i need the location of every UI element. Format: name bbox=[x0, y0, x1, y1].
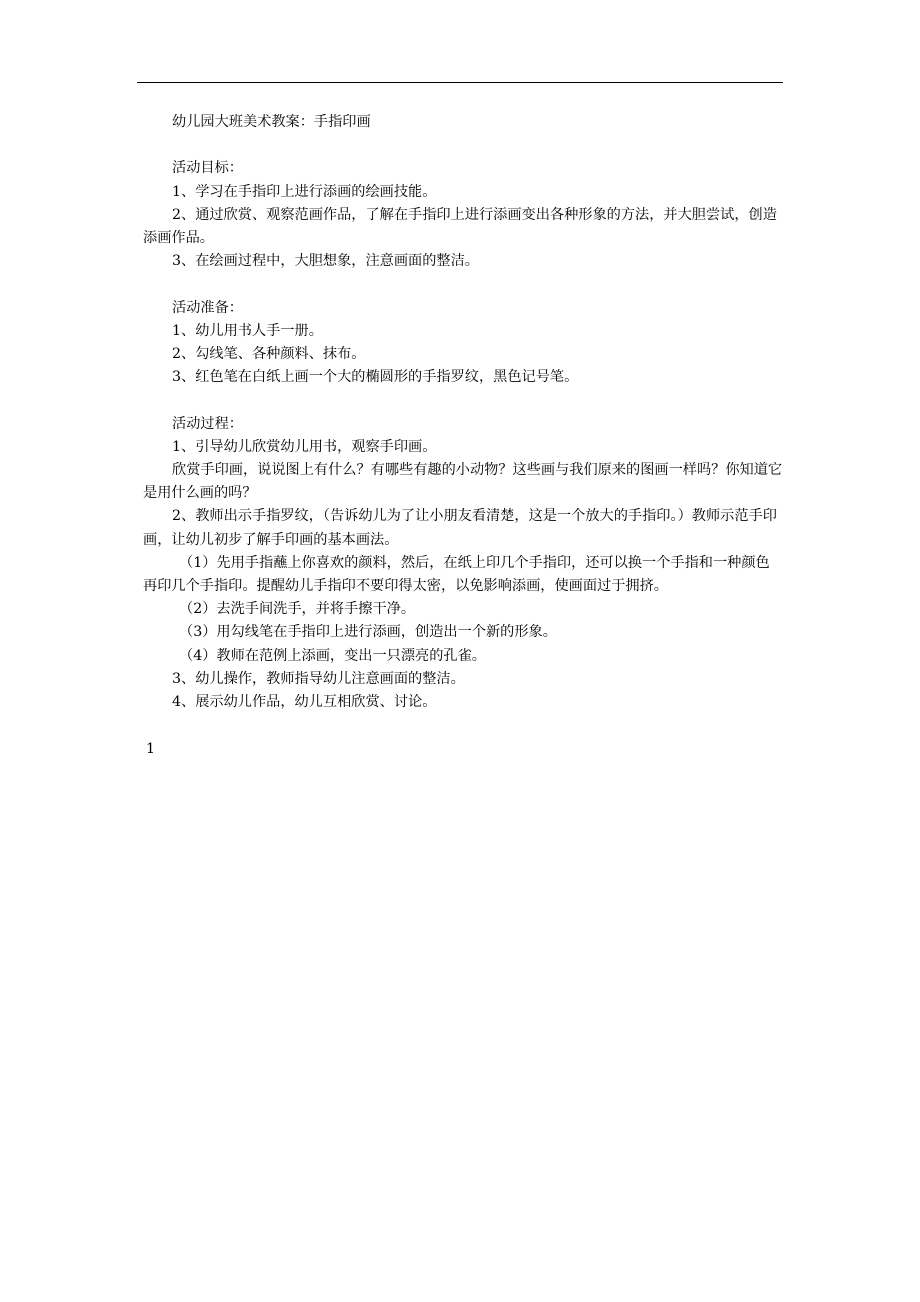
spacer bbox=[143, 273, 783, 296]
document-body bbox=[143, 111, 783, 714]
goals-heading: 活动目标： bbox=[172, 160, 243, 177]
goals-item: 3、在绘画过程中，大胆想象，注意画面的整洁。 bbox=[172, 253, 479, 270]
process-subitem: （3）用勾线笔在手指印上进行添画，创造出一个新的形象。 bbox=[179, 624, 557, 641]
process-item: 1、引导幼儿欣赏幼儿用书，观察手印画。 bbox=[172, 438, 437, 455]
process-subitem: （2）去洗手间洗手，并将手擦干净。 bbox=[179, 601, 416, 618]
goals-item: 2、通过欣赏、观察范画作品，了解在手指印上进行添画变出各种形象的方法，并大胆尝试，创造添画作品。 bbox=[143, 206, 777, 246]
page-number: 1 bbox=[146, 741, 156, 757]
process-item: 3、幼儿操作，教师指导幼儿注意画面的整洁。 bbox=[172, 670, 465, 687]
preparation-item: 2、勾线笔、各种颜料、抹布。 bbox=[172, 346, 366, 362]
preparation-item: 3、红色笔在白纸上画一个大的椭圆形的手指罗纹，黑色记号笔。 bbox=[172, 369, 579, 386]
preparation-item: 1、幼儿用书人手一册。 bbox=[172, 322, 323, 339]
process-item: 欣赏手印画，说说图上有什么？有哪些有趣的小动物？这些画与我们原来的图画一样吗？你知道它是用什么画的吗？ bbox=[143, 462, 783, 502]
process-heading: 活动过程： bbox=[172, 415, 243, 432]
goals-item: 1、学习在手指印上进行添画的绘画技能。 bbox=[172, 183, 437, 200]
process-item: 2、教师出示手指罗纹，（告诉幼儿为了让小朋友看清楚，这是一个放大的手指印。）教师示范手印画，让幼儿初步了解手印画的基本画法。 bbox=[143, 508, 777, 548]
preparation-heading: 活动准备： bbox=[172, 299, 243, 316]
spacer bbox=[143, 134, 783, 157]
process-subitem: （1）先用手指蘸上你喜欢的颜料，然后，在纸上印几个手指印，还可以换一个手指和一种颜色再印几个手指印。提醒幼儿手指印不要印得太密，以免影响添画，使画面过于拥挤。 bbox=[143, 554, 770, 595]
document-title: 幼儿园大班美术教案：手指印画 bbox=[172, 114, 371, 130]
process-item: 4、展示幼儿作品，幼儿互相欣赏、讨论。 bbox=[172, 694, 437, 711]
spacer bbox=[143, 389, 783, 412]
process-subitem: （4）教师在范例上添画，变出一只漂亮的孔雀。 bbox=[179, 647, 486, 664]
header-rule bbox=[137, 82, 783, 83]
